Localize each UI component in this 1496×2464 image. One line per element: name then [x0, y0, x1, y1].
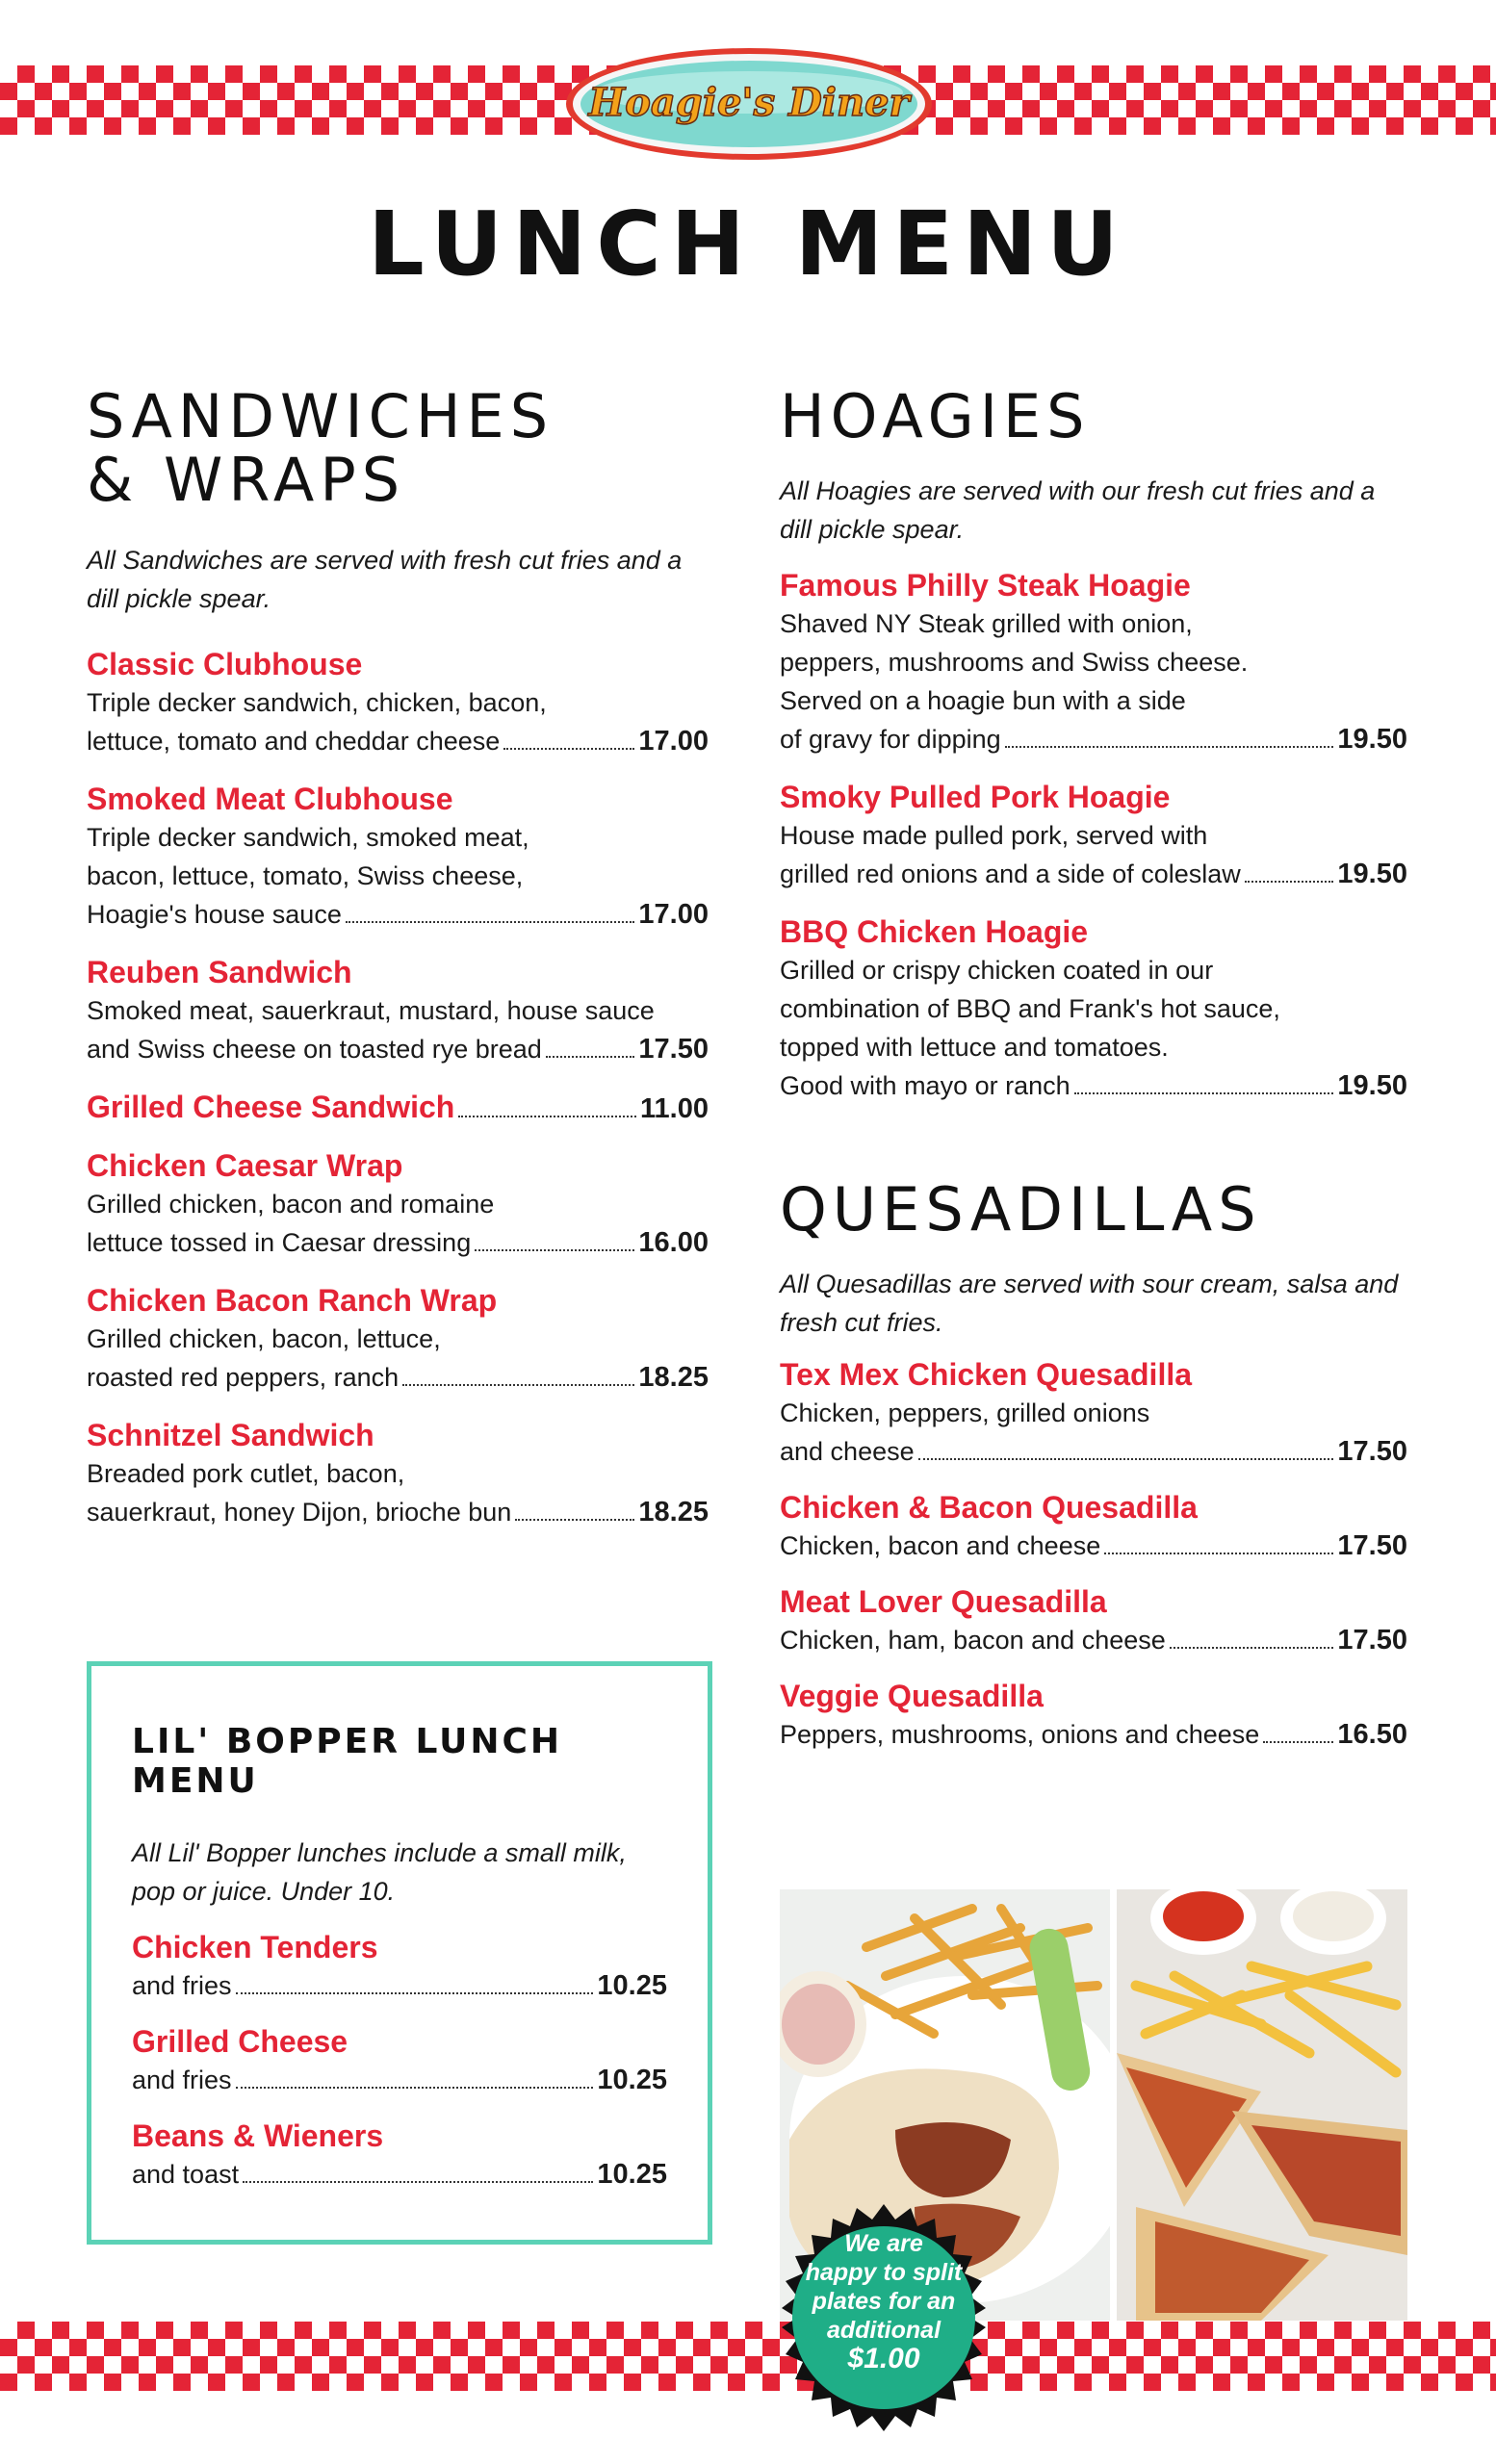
menu-item	[780, 1677, 1407, 1754]
sandwiches-intro: All Sandwiches are served with fresh cut fries and a dill pickle spear.	[87, 546, 683, 613]
item-price: 17.50	[638, 1034, 709, 1065]
item-price: 16.50	[1337, 1719, 1407, 1750]
item-name: Tex Mex Chicken Quesadilla	[780, 1357, 1193, 1392]
item-name: Schnitzel Sandwich	[87, 1418, 374, 1452]
item-description: Triple decker sandwich, smoked meat, bacon, lettuce, tomato, Swiss cheese,	[87, 823, 529, 890]
dot-leader	[1170, 1647, 1334, 1649]
menu-item	[87, 953, 709, 1068]
page-title: LUNCH MENU	[368, 192, 1128, 295]
item-price: 17.00	[638, 726, 709, 757]
dot-leader	[503, 748, 634, 750]
item-name: Chicken Tenders	[132, 1930, 378, 1964]
dot-leader	[546, 1056, 635, 1058]
menu-item	[780, 1582, 1407, 1659]
item-price: 16.00	[638, 1227, 709, 1258]
lil-bopper-intro: All Lil' Bopper lunches include a small milk, pop or juice. Under 10.	[132, 1838, 627, 1906]
item-description-end: roasted red peppers, ranch	[87, 1363, 400, 1392]
logo-text: Hoagie's Diner	[588, 80, 910, 125]
menu-item	[780, 1488, 1407, 1565]
item-description-end: Good with mayo or ranch	[780, 1071, 1070, 1100]
item-price: 17.50	[1337, 1530, 1407, 1561]
item-price: 19.50	[1337, 859, 1407, 889]
dot-leader	[918, 1458, 1334, 1460]
menu-item	[87, 780, 709, 934]
item-name: Chicken Caesar Wrap	[87, 1148, 403, 1183]
item-name: Beans & Wieners	[132, 2118, 384, 2153]
dot-leader	[1074, 1092, 1334, 1094]
item-description: Smoked meat, sauerkraut, mustard, house sauce	[87, 996, 655, 1025]
item-price: 17.00	[638, 899, 709, 930]
menu-item	[780, 566, 1407, 758]
item-price: 17.50	[1337, 1625, 1407, 1656]
lil-bopper-box	[87, 1661, 712, 2245]
item-description-end: and toast	[132, 2160, 240, 2189]
dot-leader	[236, 1992, 594, 1994]
dot-leader	[515, 1519, 634, 1521]
item-description: Grilled chicken, bacon and romaine	[87, 1190, 495, 1219]
item-name: Classic Clubhouse	[87, 647, 363, 681]
quesadillas-intro: All Quesadillas are served with sour cream, salsa and fresh cut fries.	[780, 1270, 1399, 1337]
item-description: Shaved NY Steak grilled with onion, peppers, mushrooms and Swiss cheese. Served on a hoagie bun with a side	[780, 609, 1249, 715]
item-name: Smoked Meat Clubhouse	[87, 782, 453, 816]
item-price: 10.25	[597, 1970, 667, 2001]
item-price: 19.50	[1337, 724, 1407, 755]
menu-item	[87, 1146, 709, 1262]
item-description: Grilled or crispy chicken coated in our combination of BBQ and Frank's hot sauce, topped with lettuce and tomatoes.	[780, 956, 1280, 1062]
badge-line4: additional	[826, 2317, 941, 2344]
badge-amount: $1.00	[847, 2343, 920, 2374]
sandwiches-title-line2: & WRAPS	[87, 445, 406, 515]
badge-line1: We are	[844, 2230, 923, 2257]
menu-item	[132, 2117, 667, 2194]
item-description-end: Chicken, bacon and cheese	[780, 1531, 1101, 1560]
sandwiches-title-line1: SANDWICHES	[87, 381, 555, 451]
menu-item	[780, 1355, 1407, 1471]
lil-bopper-title: LIL' BOPPER LUNCH MENU	[132, 1722, 563, 1801]
item-name: Chicken & Bacon Quesadilla	[780, 1490, 1198, 1525]
item-description-end: Chicken, ham, bacon and cheese	[780, 1626, 1166, 1655]
item-price: 17.50	[1337, 1436, 1407, 1467]
menu-item	[87, 645, 709, 760]
item-name: BBQ Chicken Hoagie	[780, 914, 1089, 949]
item-description: Grilled chicken, bacon, lettuce,	[87, 1324, 441, 1353]
menu-item	[132, 1928, 667, 2005]
split-plates-badge	[770, 2204, 997, 2431]
dot-leader	[475, 1249, 634, 1251]
item-price: 11.00	[640, 1093, 709, 1124]
item-name: Grilled Cheese	[132, 2024, 348, 2059]
item-price: 18.25	[638, 1362, 709, 1393]
dot-leader	[1263, 1741, 1333, 1743]
menu-item	[780, 912, 1407, 1105]
badge-line3: plates for an	[812, 2288, 956, 2315]
item-description: Chicken, peppers, grilled onions	[780, 1399, 1150, 1427]
item-price: 10.25	[597, 2159, 667, 2190]
diner-logo	[561, 38, 937, 164]
menu-item	[87, 1088, 709, 1127]
item-name: Reuben Sandwich	[87, 955, 352, 989]
item-name: Veggie Quesadilla	[780, 1679, 1044, 1713]
item-price: 19.50	[1337, 1070, 1407, 1101]
dot-leader	[1005, 746, 1334, 748]
item-description: Triple decker sandwich, chicken, bacon,	[87, 688, 547, 717]
sandwiches-title	[87, 381, 709, 515]
menu-item	[87, 1416, 709, 1531]
item-price: 18.25	[638, 1497, 709, 1527]
dot-leader	[402, 1384, 634, 1386]
menu-item	[780, 778, 1407, 893]
item-description-end: lettuce, tomato and cheddar cheese	[87, 727, 501, 756]
item-description-end: Hoagie's house sauce	[87, 900, 342, 929]
item-description-end: Peppers, mushrooms, onions and cheese	[780, 1720, 1260, 1749]
item-description-end: lettuce tossed in Caesar dressing	[87, 1228, 472, 1257]
item-name: Smoky Pulled Pork Hoagie	[780, 780, 1171, 814]
menu-item	[132, 2022, 667, 2099]
dot-leader	[236, 2087, 594, 2089]
item-description: Breaded pork cutlet, bacon,	[87, 1459, 405, 1488]
dot-leader	[346, 921, 635, 923]
dot-leader	[458, 1116, 636, 1117]
item-description-end: grilled red onions and a side of coleslaw	[780, 860, 1241, 888]
quesadillas-title: QUESADILLAS	[780, 1174, 1262, 1245]
hoagies-section	[780, 381, 1407, 1754]
checker-border-bottom	[0, 2322, 1496, 2391]
item-name: Famous Philly Steak Hoagie	[780, 568, 1191, 603]
item-name: Chicken Bacon Ranch Wrap	[87, 1283, 498, 1318]
item-description-end: sauerkraut, honey Dijon, brioche bun	[87, 1498, 512, 1527]
item-name: Meat Lover Quesadilla	[780, 1584, 1107, 1619]
item-description-end: and fries	[132, 2066, 232, 2094]
badge-text	[789, 2229, 978, 2374]
sandwiches-section	[87, 381, 709, 1531]
item-price: 10.25	[597, 2065, 667, 2095]
item-description-end: of gravy for dipping	[780, 725, 1001, 754]
item-description-end: and fries	[132, 1971, 232, 2000]
item-name: Grilled Cheese Sandwich	[87, 1090, 455, 1124]
dot-leader	[243, 2181, 593, 2183]
hoagies-intro: All Hoagies are served with our fresh cut fries and a dill pickle spear.	[780, 476, 1376, 544]
item-description-end: and cheese	[780, 1437, 915, 1466]
quesadilla-photo	[1117, 1889, 1407, 2321]
menu-item	[87, 1281, 709, 1397]
item-description-end: and Swiss cheese on toasted rye bread	[87, 1035, 542, 1064]
badge-line2: happy to split	[805, 2259, 963, 2286]
dot-leader	[1104, 1553, 1333, 1554]
item-description: House made pulled pork, served with	[780, 821, 1208, 850]
hoagies-title: HOAGIES	[780, 381, 1091, 451]
dot-leader	[1245, 881, 1334, 883]
